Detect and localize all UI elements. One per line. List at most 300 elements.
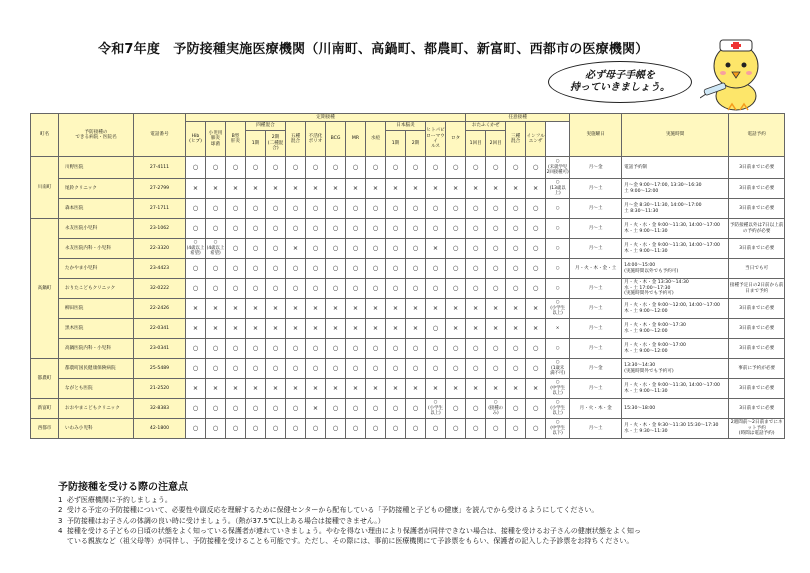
vaccine-mark: ×: [366, 179, 386, 199]
vaccine-mark: ○: [386, 279, 406, 299]
col-tel: 電話番号: [134, 114, 186, 157]
vaccine-mark: ×: [506, 379, 526, 399]
vaccine-mark: ×: [426, 179, 446, 199]
vaccine-mark: ○: [366, 419, 386, 439]
municipality-cell: 西都市: [31, 419, 59, 439]
vaccine-mark: ×: [326, 299, 346, 319]
vaccine-mark: ○: [446, 199, 466, 219]
reservation-cell: 事前に予約が必要: [729, 359, 785, 379]
hours-cell: 月・火・水・金 9:00〜11:30, 14:00〜17:00 木・土 9:00〜11:30: [622, 219, 729, 239]
vaccine-mark: ○: [306, 279, 326, 299]
vaccine-mark: ×: [186, 299, 206, 319]
table-row: [31, 339, 785, 359]
col-municipality: 町名: [31, 114, 59, 157]
vaccine-mark: ○: [286, 259, 306, 279]
vaccine-mark: ×: [426, 299, 446, 319]
phone-number: 22-2426: [134, 299, 186, 319]
vaccine-mark: ○: [226, 339, 246, 359]
vaccine-mark: ○: [326, 199, 346, 219]
bubble-line-2: 持っていきましょう。: [570, 82, 670, 93]
vaccine-mark: ×: [486, 319, 506, 339]
clinic-table: [30, 113, 785, 439]
vaccine-mark: ○: [286, 419, 306, 439]
vaccine-mark: ○: [366, 359, 386, 379]
vaccine-mark: ○: [326, 239, 346, 259]
hours-cell: 月〜金 8:30〜11:30, 14:00〜17:00 土 8:30〜11:30: [622, 199, 729, 219]
vaccine-mark: ○: [266, 419, 286, 439]
vaccine-mark: ○: [326, 399, 346, 419]
municipality-cell: 新富町: [31, 399, 59, 419]
optional-group: 任意接種: [466, 114, 570, 122]
table-row: [31, 319, 785, 339]
vaccine-mark: ○: [506, 259, 526, 279]
vaccine-mark: ×: [186, 319, 206, 339]
days-cell: 月〜金: [570, 157, 622, 179]
table-row: [31, 279, 785, 299]
vaccine-mark: ○: [246, 339, 266, 359]
vaccine-mark: ○: [526, 419, 546, 439]
vaccine-mark: ○: [186, 259, 206, 279]
flu-mark: ○: [546, 339, 570, 359]
notes-title: 予防接種を受ける際の注意点: [58, 482, 188, 493]
col-hepb: B型 肝炎: [226, 122, 246, 157]
vaccine-mark: ○: [246, 419, 266, 439]
vaccine-mark: ○: [406, 359, 426, 379]
vaccine-mark: ×: [426, 239, 446, 259]
vaccine-mark: ○: [506, 279, 526, 299]
reservation-cell: 3日前までに必要: [729, 157, 785, 179]
vaccine-mark: ○: [486, 339, 506, 359]
flu-mark: ○: [546, 259, 570, 279]
hours-cell: 13:30〜14:30 (実施時間外でも予約可): [622, 359, 729, 379]
phone-number: 27-2799: [134, 179, 186, 199]
vaccine-mark: ×: [326, 319, 346, 339]
vaccine-mark: ○: [406, 339, 426, 359]
notes-section: [58, 483, 758, 546]
vaccine-mark: ○: [266, 259, 286, 279]
vaccine-mark: ○: [346, 419, 366, 439]
days-cell: 月・火・木・金・土: [570, 259, 622, 279]
col-rota: ロタ: [446, 122, 466, 157]
vaccine-mark: ○: [526, 239, 546, 259]
vaccine-mark: ○: [386, 359, 406, 379]
vaccine-mark: ×: [526, 299, 546, 319]
phone-number: 25-5489: [134, 359, 186, 379]
vaccine-mark: ○: [226, 399, 246, 419]
vaccine-mark: ○: [206, 199, 226, 219]
vaccine-mark: ×: [286, 379, 306, 399]
vaccine-mark: ○: [526, 339, 546, 359]
facility-name: 高鍋医院内科・小児科: [59, 339, 134, 359]
reservation-cell: 2週間前〜2日前までにネット予約 (時間は電話予約): [729, 419, 785, 439]
vaccine-mark: ○: [266, 239, 286, 259]
vaccine-mark: ○: [226, 259, 246, 279]
vaccine-mark: ×: [286, 319, 306, 339]
col-dpt2: 2期 (二種混合): [266, 131, 286, 157]
vaccine-mark: ○: [426, 259, 446, 279]
days-cell: 月〜土: [570, 339, 622, 359]
vaccine-mark: ×: [386, 379, 406, 399]
vaccine-mark: ×: [446, 299, 466, 319]
col-je2: 2期: [406, 131, 426, 157]
table-row: [31, 157, 785, 179]
reservation-cell: 3日前までに必要: [729, 299, 785, 319]
vaccine-mark: ○: [186, 279, 206, 299]
vaccine-mark: ○: [246, 219, 266, 239]
vaccine-mark: ○: [306, 219, 326, 239]
vaccine-mark: ×: [306, 179, 326, 199]
vaccine-mark: ×: [346, 179, 366, 199]
vaccine-mark: ×: [466, 379, 486, 399]
vaccine-mark: ○: [226, 219, 246, 239]
vaccine-mark: ○: [306, 239, 326, 259]
hours-cell: 14:00〜15:00 (実施時間以外でも予約可): [622, 259, 729, 279]
vaccine-mark: ×: [526, 179, 546, 199]
vaccine-mark: ○: [446, 399, 466, 419]
vaccine-mark: ×: [286, 239, 306, 259]
vaccine-mark: ×: [246, 179, 266, 199]
vaccine-mark: ○: [186, 339, 206, 359]
vaccine-mark: ○: [506, 419, 526, 439]
vaccine-mark: ○: [186, 199, 206, 219]
vaccine-mark: ○: [346, 399, 366, 419]
flu-mark: ○: [546, 279, 570, 299]
vaccine-mark: ○: [366, 199, 386, 219]
page-title: 令和7年度 予防接種実施医療機関（川南町、高鍋町、都農町、新富町、西都市の医療機関）: [98, 42, 649, 57]
facility-name: 永友医院小児科: [59, 219, 134, 239]
vaccine-mark: ×: [406, 319, 426, 339]
col-facility: 予防接種の できる病院・医院名: [59, 114, 134, 157]
vaccine-mark: ○: [426, 199, 446, 219]
reservation-cell: 3日前までに必要: [729, 379, 785, 399]
flu-mark: ×: [546, 319, 570, 339]
vaccine-mark: ×: [466, 319, 486, 339]
vaccine-mark: ×: [206, 179, 226, 199]
flu-mark: ○ (中学生 以上): [546, 379, 570, 399]
vaccine-mark: ○: [466, 157, 486, 179]
vaccine-mark: ○: [306, 259, 326, 279]
vaccine-mark: ○: [506, 219, 526, 239]
col-dpt1: 1期: [246, 131, 266, 157]
col-three: 三種 混合: [506, 122, 526, 157]
vaccine-mark: ○: [246, 199, 266, 219]
vaccine-mark: ○: [206, 339, 226, 359]
vaccine-mark: ○: [306, 199, 326, 219]
note-item: 1 必ず医療機関に予約しましょう。: [58, 496, 172, 505]
vaccine-mark: ○: [286, 279, 306, 299]
vaccine-mark: ○: [506, 199, 526, 219]
days-cell: 月〜土: [570, 279, 622, 299]
vaccine-mark: ×: [506, 179, 526, 199]
vaccine-mark: ×: [246, 319, 266, 339]
vaccine-mark: ○: [206, 219, 226, 239]
dpt-group: 四種混合: [246, 122, 286, 131]
vaccine-mark: ○: [466, 259, 486, 279]
vaccine-mark: ○: [206, 279, 226, 299]
vaccine-mark: ○: [466, 219, 486, 239]
facility-name: 尾鈴クリニック: [59, 179, 134, 199]
vaccine-mark: ×: [226, 319, 246, 339]
col-bcg: BCG: [326, 122, 346, 157]
reservation-cell: 予防接種以外は7日以上前の予約が必要: [729, 219, 785, 239]
vaccine-mark: ○: [246, 279, 266, 299]
vaccine-mark: ×: [486, 379, 506, 399]
col-flu: インフル エンザ: [526, 122, 546, 157]
vaccine-mark: ×: [206, 379, 226, 399]
vaccine-mark: ○: [246, 259, 266, 279]
phone-number: 22-3320: [134, 239, 186, 259]
vaccine-mark: ×: [206, 299, 226, 319]
vaccine-mark: ○: [386, 239, 406, 259]
col-mr: MR: [346, 122, 366, 157]
vaccine-mark: ×: [306, 379, 326, 399]
vaccine-mark: ×: [306, 399, 326, 419]
vaccine-mark: ○: [346, 359, 366, 379]
vaccine-mark: ○: [406, 219, 426, 239]
col-mumps1: 1回目: [466, 131, 486, 157]
vaccine-mark: ×: [366, 299, 386, 319]
flu-mark: ○ (1歳未 満不可): [546, 359, 570, 379]
je-group: 日本脳炎: [386, 122, 426, 131]
vaccine-mark: ×: [346, 379, 366, 399]
vaccine-mark: ×: [406, 299, 426, 319]
vaccine-mark: ○: [226, 239, 246, 259]
vaccine-mark: ×: [266, 179, 286, 199]
vaccine-mark: ○: [526, 157, 546, 179]
vaccine-mark: ○: [346, 259, 366, 279]
vaccine-mark: ○: [426, 339, 446, 359]
table-row: [31, 419, 785, 439]
vaccine-mark: ○: [246, 399, 266, 419]
vaccine-mark: ○: [346, 157, 366, 179]
vaccine-mark: ×: [346, 299, 366, 319]
vaccine-mark: ○: [406, 157, 426, 179]
table-row: [31, 199, 785, 219]
hours-cell: 電話予約制: [622, 157, 729, 179]
vaccine-mark: ×: [506, 299, 526, 319]
phone-number: 27-4111: [134, 157, 186, 179]
phone-number: 32-0222: [134, 279, 186, 299]
vaccine-mark: ○: [506, 359, 526, 379]
vaccine-mark: ×: [466, 299, 486, 319]
vaccine-mark: ○: [466, 239, 486, 259]
speech-bubble: [548, 61, 692, 103]
col-reservation: 電話予約: [729, 114, 785, 157]
phone-number: 27-1711: [134, 199, 186, 219]
table-row: [31, 179, 785, 199]
note-item: 2 受ける予定の予防接種について、必要性や副反応を理解するために保健センターから配布している「予防接種と子どもの健康」を読んでから受けるようにしてください。: [58, 506, 599, 515]
vaccine-mark: ○: [446, 259, 466, 279]
hours-cell: 月・火・水・金 9:00〜12:00, 14:00〜17:00 木・土 9:00〜12:00: [622, 299, 729, 319]
vaccine-mark: ○: [386, 219, 406, 239]
vaccine-mark: ○: [326, 259, 346, 279]
facility-name: いわみ小児科: [59, 419, 134, 439]
vaccine-mark: ○: [486, 157, 506, 179]
days-cell: 月〜土: [570, 239, 622, 259]
vaccine-mark: ○: [446, 239, 466, 259]
mumps-group: おたふくかぜ: [466, 122, 506, 131]
vaccine-mark: ×: [226, 179, 246, 199]
vaccine-mark: ○: [366, 157, 386, 179]
vaccine-mark: ○: [326, 157, 346, 179]
hours-cell: 月・火・木・金 13:30〜14:30 水・土 17:00〜17:30 (実施時間外でも予約可): [622, 279, 729, 299]
vaccine-mark: ○: [286, 199, 306, 219]
hours-cell: 月・火・木・金 9:00〜17:30 水・土 9:00〜12:00: [622, 319, 729, 339]
col-days: 実施曜日: [570, 114, 622, 157]
reservation-cell: 3日前までに必要: [729, 399, 785, 419]
vaccine-mark: ○: [366, 279, 386, 299]
vaccine-mark: ○: [466, 199, 486, 219]
col-mumps2: 2回目: [486, 131, 506, 157]
vaccine-mark: ×: [466, 179, 486, 199]
vaccine-mark: ○: [306, 157, 326, 179]
vaccine-mark: ○: [266, 339, 286, 359]
vaccine-mark: ○: [406, 279, 426, 299]
hours-cell: 15:30〜18:00: [622, 399, 729, 419]
hours-cell: 月〜金 9:00〜17:00, 13:30〜16:30 土 9:00〜12:00: [622, 179, 729, 199]
vaccine-mark: ×: [186, 179, 206, 199]
vaccine-mark: ×: [286, 299, 306, 319]
flu-mark: ○ (中学生 以下): [546, 419, 570, 439]
vaccine-mark: ○: [366, 219, 386, 239]
vaccine-mark: ○: [386, 399, 406, 419]
vaccine-mark: ○: [186, 157, 206, 179]
vaccine-mark: ○: [406, 399, 426, 419]
vaccine-mark: ○: [366, 339, 386, 359]
hours-cell: 月・火・水・金 9:00〜17:00 木・土 9:00〜12:00: [622, 339, 729, 359]
days-cell: 月〜土: [570, 419, 622, 439]
days-cell: 月・火・木・金: [570, 399, 622, 419]
vaccine-mark: ○: [486, 419, 506, 439]
vaccine-mark: ○: [466, 419, 486, 439]
col-hours: 実施時間: [622, 114, 729, 157]
col-je1: 1期: [386, 131, 406, 157]
vaccine-mark: ○: [346, 279, 366, 299]
phone-number: 42-1800: [134, 419, 186, 439]
phone-number: 23-1062: [134, 219, 186, 239]
vaccine-mark: ○: [406, 419, 426, 439]
vaccine-mark: ○: [526, 259, 546, 279]
vaccine-mark: ○: [226, 279, 246, 299]
vaccine-mark: ○: [446, 279, 466, 299]
flu-mark: ○ (小学生 以上): [546, 399, 570, 419]
vaccine-mark: ×: [266, 299, 286, 319]
col-hib: Hib (ヒブ): [186, 122, 206, 157]
vaccine-mark: ○ (4歳以上 希望): [206, 239, 226, 259]
facility-name: 永友医院内科・小児科: [59, 239, 134, 259]
table-row: [31, 359, 785, 379]
table-row: [31, 299, 785, 319]
vaccine-mark: ○: [426, 279, 446, 299]
vaccine-mark: ○: [486, 199, 506, 219]
col-ipv: 不活化 ポリオ: [306, 122, 326, 157]
facility-name: 柳田医院: [59, 299, 134, 319]
vaccine-mark: ○: [206, 399, 226, 419]
table-row: [31, 399, 785, 419]
vaccine-mark: ○: [206, 359, 226, 379]
table-row: [31, 379, 785, 399]
vaccine-mark: ○: [286, 157, 306, 179]
col-pcv: 小児用 肺炎 球菌: [206, 122, 226, 157]
days-cell: 月〜土: [570, 379, 622, 399]
vaccine-mark: ○ (小学生 以上): [426, 399, 446, 419]
vaccine-mark: ×: [506, 319, 526, 339]
vaccine-mark: ○: [426, 359, 446, 379]
vaccine-mark: ○: [506, 339, 526, 359]
vaccine-mark: ○: [246, 157, 266, 179]
vaccine-mark: ×: [226, 299, 246, 319]
vaccine-mark: ○: [486, 279, 506, 299]
vaccine-mark: ×: [326, 379, 346, 399]
vaccine-mark: ×: [206, 319, 226, 339]
vaccine-mark: ×: [446, 379, 466, 399]
vaccine-mark: ×: [366, 319, 386, 339]
flu-mark: ○: [546, 219, 570, 239]
vaccine-mark: ○: [226, 157, 246, 179]
vaccine-mark: ×: [446, 319, 466, 339]
vaccine-mark: ○: [226, 419, 246, 439]
col-var: 水痘: [366, 122, 386, 157]
vaccine-mark: ○: [286, 339, 306, 359]
vaccine-mark: ○: [206, 419, 226, 439]
facility-name: 川野医院: [59, 157, 134, 179]
facility-name: 都農町国民健康保険病院: [59, 359, 134, 379]
vaccine-mark: ○: [526, 219, 546, 239]
vaccine-mark: ○: [266, 157, 286, 179]
municipality-cell: 川南町: [31, 157, 59, 219]
vaccine-mark: ○: [286, 359, 306, 379]
vaccine-mark: ○: [466, 399, 486, 419]
vaccine-mark: ○: [526, 199, 546, 219]
vaccine-mark: ○: [346, 339, 366, 359]
vaccine-mark: ○: [386, 419, 406, 439]
vaccine-mark: ○: [386, 339, 406, 359]
vaccine-mark: ○: [186, 359, 206, 379]
flu-mark: ○ (小学生 以上): [546, 299, 570, 319]
vaccine-mark: ○: [206, 157, 226, 179]
reservation-cell: 3日前までに必要: [729, 179, 785, 199]
vaccine-mark: ○: [326, 419, 346, 439]
vaccine-mark: ○: [426, 219, 446, 239]
vaccine-mark: ○: [266, 219, 286, 239]
vaccine-mark: ○: [206, 259, 226, 279]
bubble-line-1: 必ず母子手帳を: [585, 70, 655, 81]
chick-nurse-mascot-icon: [700, 34, 772, 112]
table-row: [31, 239, 785, 259]
facility-name: 森本医院: [59, 199, 134, 219]
vaccine-mark: ○: [266, 279, 286, 299]
vaccine-mark: ○: [486, 259, 506, 279]
days-cell: 月〜土: [570, 179, 622, 199]
vaccine-mark: ○: [386, 157, 406, 179]
vaccine-mark: ○: [526, 359, 546, 379]
vaccine-mark: ×: [426, 379, 446, 399]
days-cell: 月〜土: [570, 219, 622, 239]
vaccine-mark: ○: [426, 319, 446, 339]
vaccine-mark: ○: [426, 157, 446, 179]
vaccine-mark: ○: [426, 419, 446, 439]
reservation-cell: 当日でも可: [729, 259, 785, 279]
vaccine-mark: ○: [366, 239, 386, 259]
vaccine-mark: ×: [486, 299, 506, 319]
vaccine-mark: ×: [246, 379, 266, 399]
vaccine-mark: ○: [406, 259, 426, 279]
vaccine-mark: ○: [306, 359, 326, 379]
facility-name: おおやまこどもクリニック: [59, 399, 134, 419]
vaccine-mark: ○: [186, 219, 206, 239]
vaccine-mark: ○: [386, 259, 406, 279]
hours-cell: 月・火・水・金 9:00〜11:30, 14:00〜17:00 木・土 9:00〜11:30: [622, 379, 729, 399]
